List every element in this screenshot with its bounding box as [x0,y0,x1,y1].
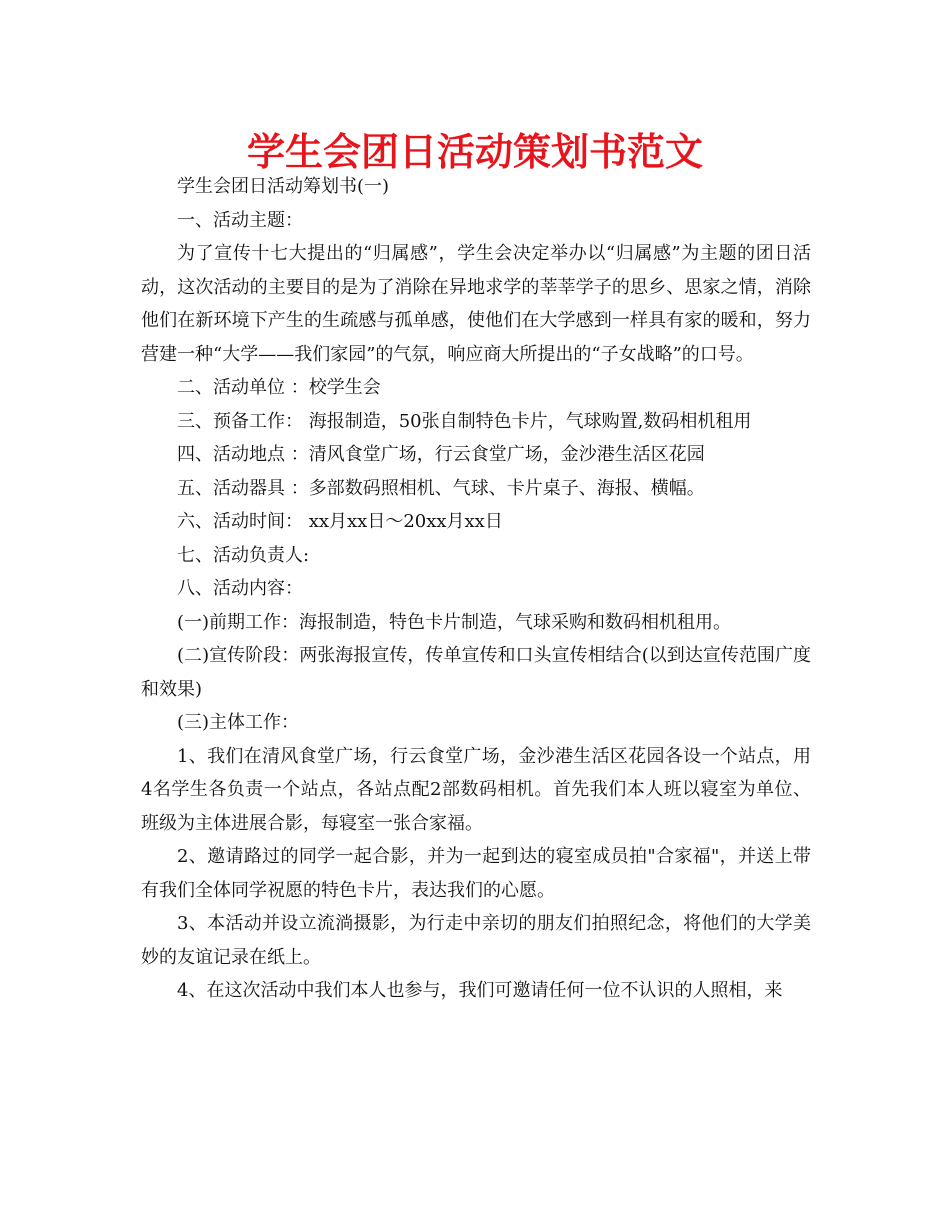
paragraph-publicity: (二)宣传阶段：两张海报宣传，传单宣传和口头宣传相结合(以到达宣传范围广度和效果) [141,645,811,700]
paragraph-early-work: (一)前期工作：海报制造，特色卡片制造，气球采购和数码相机租用。 [177,611,732,633]
document-title: 学生会团日活动策划书范文 [246,130,703,174]
paragraph-item-4: 4、在这次活动中我们本人也参与，我们可邀请任何一位不认识的人照相，来 [177,980,783,1001]
paragraph-equipment: 五、活动器具 ：多部数码照相机、气球、卡片桌子、海报、横幅。 [177,477,705,499]
paragraph-content-heading: 八、活动内容： [177,578,303,599]
paragraph-item-1: 1、我们在清风食堂广场，行云食堂广场，金沙港生活区花园各设一个站点，用4名学生各负责一个站点，各站点配2部数码相机。首先我们本人班以寝室为单位、班级为主体进展合影，每寝室一张合家福。 [141,745,811,834]
paragraph-responsible: 七、活动负责人: [177,544,310,566]
paragraph-item-3: 3、本活动并设立流淌摄影，为行走中亲切的朋友们拍照纪念，将他们的大学美妙的友谊记录在纸上。 [141,913,811,968]
paragraph-location: 四、活动地点 ：清风食堂广场，行云食堂广场，金沙港生活区花园 [177,444,705,465]
paragraph-unit: 二、活动单位 ：校学生会 [177,377,381,398]
paragraph-preparation: 三、预备工作： 海报制造，50张自制特色卡片，气球购置,数码相机租用 [177,410,752,432]
document-body [141,170,811,1008]
paragraph-time: 六、活动时间： xx月xx日～20xx月xx日 [177,511,503,532]
paragraph-section-1-heading: 一、活动主题： [177,209,303,231]
paragraph-main-work-heading: (三)主体工作： [177,712,300,733]
paragraph-item-2: 2、邀请路过的同学一起合影，并为一起到达的寝室成员拍"合家福"，并送上带有我们全体同学祝愿的特色卡片，表达我们的心愿。 [141,846,811,901]
paragraph-theme: 为了宣传十七大提出的“归属感”，学生会决定举办以“归属感”为主题的团日活动，这次活动的主要目的是为了消除在异地求学的莘莘学子的思乡、思家之情，消除他们在新环境下产生的生疏感与孤单感，使他们在大学感到一样具有家的暖和，努力营建一种“大学——我们家园”的气氛，响应商大所提出的“子女战略”的口号。 [141,243,811,365]
paragraph-subtitle: 学生会团日活动筹划书(一) [177,176,390,197]
